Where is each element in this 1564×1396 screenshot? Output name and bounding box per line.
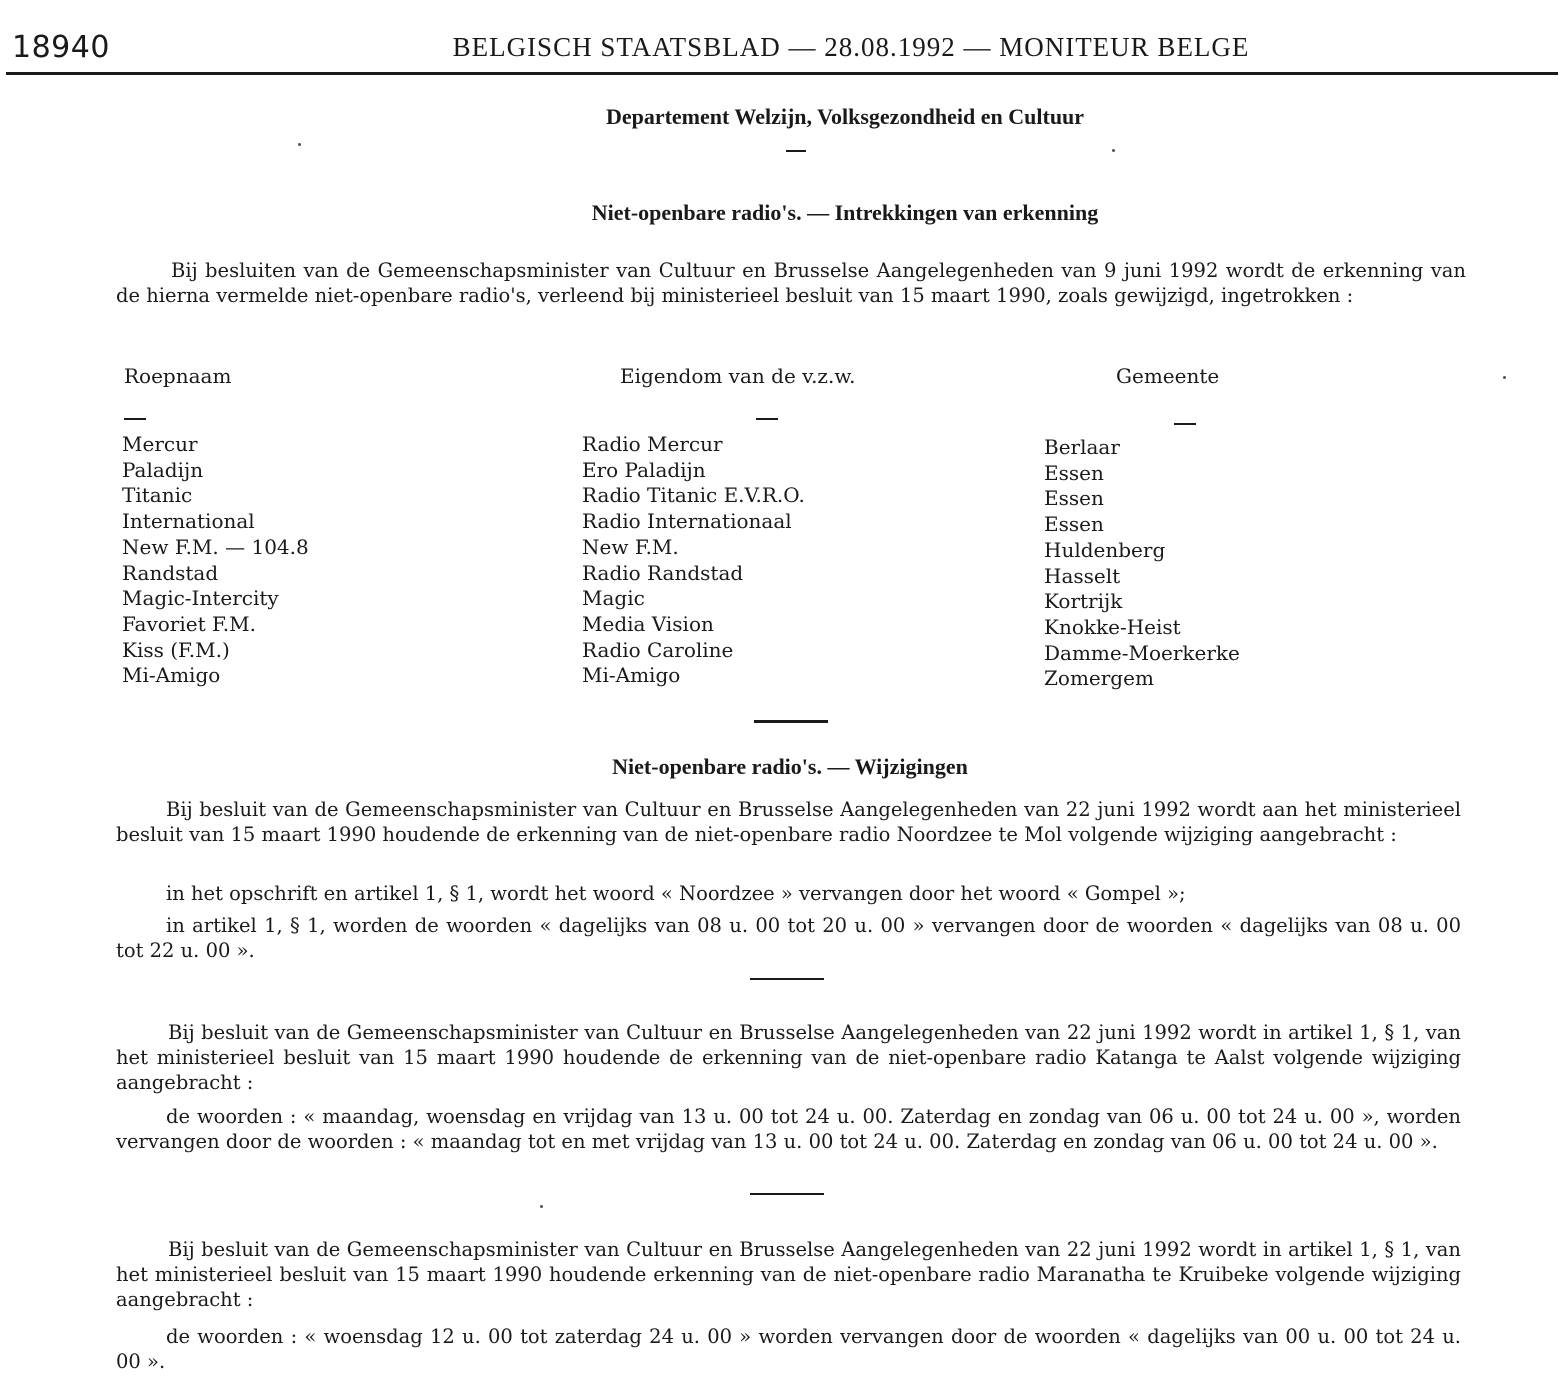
list-item-eigendom: Radio Mercur bbox=[582, 432, 723, 456]
list-item-gemeente: Damme-Moerkerke bbox=[1044, 640, 1240, 665]
section-title-intrekkingen: Niet-openbare radio's. — Intrekkingen van erkenning bbox=[591, 200, 1099, 225]
list-item-eigendom: Radio Caroline bbox=[582, 637, 734, 662]
decision-1-intro: Bij besluit van de Gemeenschapsminister van Cultuur en Brusselse Aangelegenheden van 22 juni 1992 wordt aan het ministerieel besluit van 15 maart 1990 houdende de erkenning van de niet-openbare radio Noordzee te Mol volgende wijziging aangebracht : bbox=[116, 798, 1461, 846]
separator-dash bbox=[786, 150, 806, 152]
list-item-gemeente: Knokke-Heist bbox=[1044, 614, 1181, 639]
department-heading: Departement Welzijn, Volksgezondheid en Cultuur bbox=[605, 104, 1085, 129]
list-item-eigendom: Media Vision bbox=[582, 611, 714, 636]
column-header-gemeente: Gemeente bbox=[1116, 364, 1220, 388]
list-item-roepnaam: International bbox=[122, 509, 255, 534]
list-item-gemeente: Essen bbox=[1044, 486, 1104, 511]
list-item-eigendom: Radio Titanic E.V.R.O. bbox=[582, 483, 805, 508]
decision-1-change-2: in artikel 1, § 1, worden de woorden « dagelijks van 08 u. 00 tot 20 u. 00 » vervangen door de woorden « dagelijks van 08 u. 00 tot 22 u. 00 ». bbox=[116, 914, 1461, 962]
print-speck bbox=[1503, 376, 1506, 379]
section-title-wijzigingen: Niet-openbare radio's. — Wijzigingen bbox=[612, 754, 968, 779]
list-item-eigendom: Ero Paladijn bbox=[582, 457, 706, 482]
list-item-roepnaam: Randstad bbox=[122, 560, 219, 585]
print-speck bbox=[540, 1205, 543, 1208]
decision-3-intro: Bij besluit van de Gemeenschapsminister van Cultuur en Brusselse Aangelegenheden van 22 juni 1992 wordt in artikel 1, § 1, van het ministerieel besluit van 15 maart 1990 houdende erkenning van de niet-openbare radio Maranatha te Kruibeke volgende wijziging aangebracht : bbox=[116, 1238, 1461, 1311]
list-item-eigendom: New F.M. bbox=[582, 534, 679, 559]
list-item-eigendom: Magic bbox=[582, 586, 645, 611]
column-header-eigendom: Eigendom van de v.z.w. bbox=[620, 364, 856, 388]
column-dash-roepnaam bbox=[124, 418, 146, 420]
list-item-gemeente: Kortrijk bbox=[1044, 589, 1123, 614]
column-roepnaam-list bbox=[122, 432, 309, 689]
list-item-roepnaam: Paladijn bbox=[122, 457, 204, 482]
separator-rule bbox=[750, 1193, 824, 1195]
list-item-gemeente: Zomergem bbox=[1044, 666, 1154, 691]
list-item-roepnaam: Mi-Amigo bbox=[122, 663, 221, 688]
print-speck bbox=[1112, 149, 1115, 152]
page-header bbox=[6, 22, 1558, 75]
list-item-roepnaam: Titanic bbox=[122, 483, 193, 508]
list-item-eigendom: Radio Randstad bbox=[582, 560, 744, 585]
column-header-roepnaam: Roepnaam bbox=[124, 364, 232, 388]
column-dash-eigendom bbox=[756, 418, 778, 420]
list-item-roepnaam: Kiss (F.M.) bbox=[122, 637, 230, 662]
column-gemeente-list bbox=[1044, 435, 1240, 692]
decision-3-change-1: de woorden : « woensdag 12 u. 00 tot zaterdag 24 u. 00 » worden vervangen door de woorden « dagelijks van 00 u. 00 tot 24 u. 00 ». bbox=[116, 1325, 1461, 1373]
decision-1-change-1: in het opschrift en artikel 1, § 1, wordt het woord « Noordzee » vervangen door het woord « Gompel »; bbox=[166, 882, 1186, 905]
column-dash-gemeente bbox=[1174, 423, 1196, 425]
list-item-gemeente: Huldenberg bbox=[1044, 537, 1166, 562]
column-eigendom-list bbox=[582, 432, 805, 689]
section1-intro: Bij besluiten van de Gemeenschapsminister van Cultuur en Brusselse Aangelegenheden van 9 juni 1992 wordt de erkenning van de hierna vermelde niet-openbare radio's, verleend bij ministerieel besluit van 15 maart 1990, zoals gewijzigd, ingetrokken : bbox=[116, 259, 1466, 307]
decision-2-change-1: de woorden : « maandag, woensdag en vrijdag van 13 u. 00 tot 24 u. 00. Zaterdag en zondag van 06 u. 00 tot 24 u. 00 », worden vervangen door de woorden : « maandag tot en met vrijdag van 13 u. 00 tot 24 u. 00. Zaterdag en zondag van 06 u. 00 tot 24 u. 00 ». bbox=[116, 1105, 1461, 1153]
list-item-roepnaam: Magic-Intercity bbox=[122, 586, 279, 611]
list-item-gemeente: Essen bbox=[1044, 460, 1104, 485]
list-item-eigendom: Mi-Amigo bbox=[582, 663, 681, 688]
list-item-gemeente: Essen bbox=[1044, 512, 1104, 537]
page-number: 18940 bbox=[12, 30, 110, 65]
decision-2-intro: Bij besluit van de Gemeenschapsminister van Cultuur en Brusselse Aangelegenheden van 22 juni 1992 wordt in artikel 1, § 1, van het ministerieel besluit van 15 maart 1990 houdende de erkenning van de niet-openbare radio Katanga te Aalst volgende wijziging aangebracht : bbox=[116, 1021, 1461, 1094]
print-speck bbox=[298, 143, 301, 146]
list-item-eigendom: Radio Internationaal bbox=[582, 509, 792, 534]
list-item-roepnaam: Favoriet F.M. bbox=[122, 611, 256, 636]
separator-rule bbox=[750, 978, 824, 980]
masthead-title: BELGISCH STAATSBLAD — 28.08.1992 — MONITEUR BELGE bbox=[452, 32, 1250, 62]
list-item-gemeente: Berlaar bbox=[1044, 435, 1120, 459]
list-item-roepnaam: Mercur bbox=[122, 432, 198, 456]
section-rule bbox=[754, 720, 828, 723]
list-item-gemeente: Hasselt bbox=[1044, 563, 1121, 588]
list-item-roepnaam: New F.M. — 104.8 bbox=[122, 534, 309, 559]
